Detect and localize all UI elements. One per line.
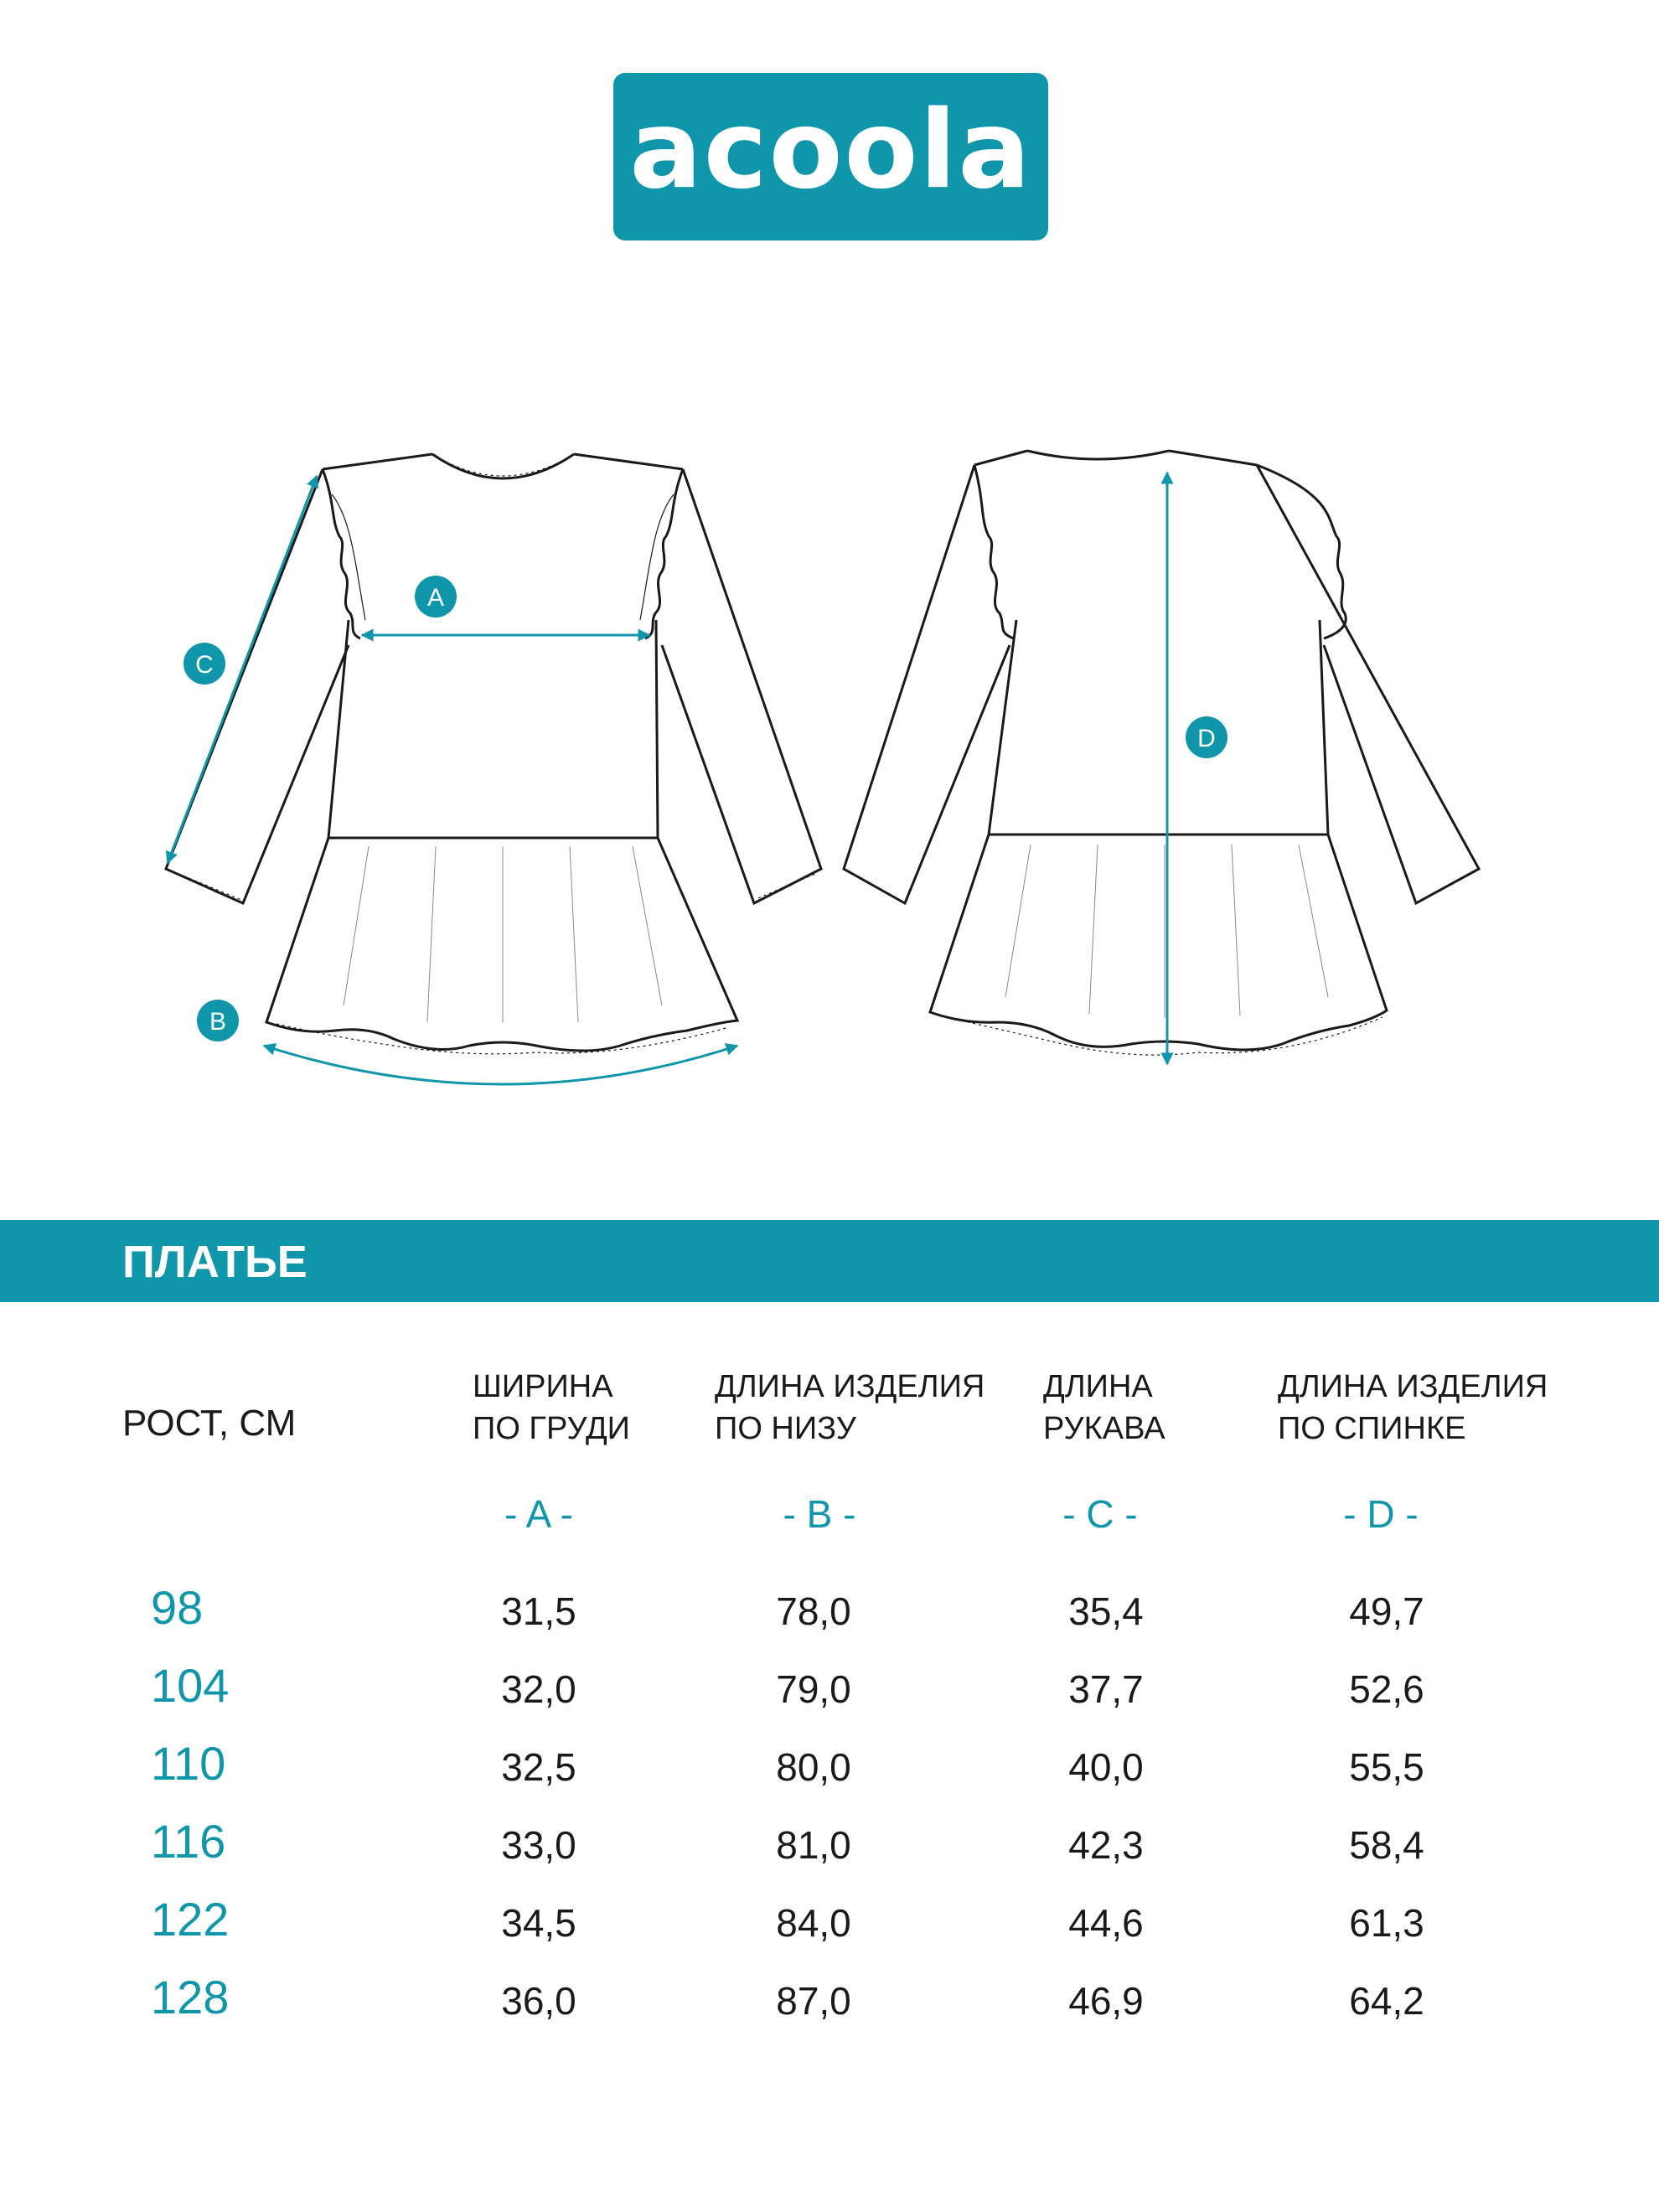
column-letter-b: - B - <box>783 1492 856 1536</box>
height-header <box>122 1403 296 1445</box>
table-cell: 34,5 <box>501 1901 576 1945</box>
row-height-116: 116 <box>151 1815 226 1868</box>
column-header-a <box>473 1366 630 1450</box>
column-header-d-line2: ПО СПИНКЕ <box>1278 1411 1466 1446</box>
table-cell: 40,0 <box>1068 1745 1144 1789</box>
table-cell: 37,7 <box>1068 1667 1144 1711</box>
table-cell: 42,3 <box>1068 1823 1144 1867</box>
column-header-b-line2: ПО НИЗУ <box>715 1411 856 1446</box>
marker-d <box>1186 716 1227 758</box>
marker-c <box>183 643 225 685</box>
table-cell: 64,2 <box>1349 1979 1424 2023</box>
table-cell: 35,4 <box>1068 1589 1144 1633</box>
marker-b <box>197 1000 239 1041</box>
row-height-98: 98 <box>151 1581 204 1634</box>
row-height-122: 122 <box>151 1893 230 1946</box>
column-header-a-line1: ШИРИНА <box>473 1369 613 1404</box>
dress-technical-sketch <box>0 419 1659 1123</box>
product-banner <box>0 1220 1659 1302</box>
svg-text:B: B <box>209 1008 227 1036</box>
table-cell: 58,4 <box>1349 1823 1424 1867</box>
svg-text:C: C <box>195 651 214 679</box>
table-cell: 44,6 <box>1068 1901 1144 1945</box>
table-cell: 61,3 <box>1349 1901 1424 1945</box>
column-header-c-line2: РУКАВА <box>1043 1411 1165 1446</box>
table-cell: 33,0 <box>501 1823 576 1867</box>
brand-logo-text: acoola <box>629 88 1032 213</box>
table-cell: 32,5 <box>501 1745 576 1789</box>
column-header-a-line2: ПО ГРУДИ <box>473 1411 630 1446</box>
column-header-c <box>1043 1366 1165 1450</box>
table-cell: 36,0 <box>501 1979 576 2023</box>
column-letter-c: - C - <box>1062 1492 1138 1536</box>
table-cell: 46,9 <box>1068 1979 1144 2023</box>
row-height-128: 128 <box>151 1971 230 2023</box>
front-view <box>166 454 821 1054</box>
table-cell: 79,0 <box>776 1667 851 1711</box>
table-cell: 52,6 <box>1349 1667 1424 1711</box>
table-cell: 32,0 <box>501 1667 576 1711</box>
column-header-b <box>715 1366 985 1450</box>
column-header-d-line1: ДЛИНА ИЗДЕЛИЯ <box>1278 1369 1548 1404</box>
marker-a <box>415 576 457 618</box>
column-header-b-line1: ДЛИНА ИЗДЕЛИЯ <box>715 1369 985 1404</box>
table-cell: 55,5 <box>1349 1745 1424 1789</box>
row-height-104: 104 <box>151 1659 230 1712</box>
brand-logo <box>613 73 1048 240</box>
product-title: ПЛАТЬЕ <box>122 1237 308 1287</box>
table-cell: 80,0 <box>776 1745 851 1789</box>
column-letter-a: - A - <box>504 1492 573 1536</box>
column-letter-d: - D - <box>1343 1492 1419 1536</box>
back-view <box>844 451 1479 1055</box>
table-cell: 81,0 <box>776 1823 851 1867</box>
table-cell: 49,7 <box>1349 1589 1424 1633</box>
svg-text:A: A <box>426 584 445 612</box>
table-cell: 84,0 <box>776 1901 851 1945</box>
table-cell: 87,0 <box>776 1979 851 2023</box>
column-header-d <box>1278 1366 1548 1450</box>
height-header-label: РОСТ, СМ <box>122 1403 297 1444</box>
table-cell: 31,5 <box>501 1589 576 1633</box>
column-header-c-line1: ДЛИНА <box>1043 1369 1153 1404</box>
svg-text:D: D <box>1197 725 1216 752</box>
table-cell: 78,0 <box>776 1589 851 1633</box>
row-height-110: 110 <box>151 1737 226 1790</box>
